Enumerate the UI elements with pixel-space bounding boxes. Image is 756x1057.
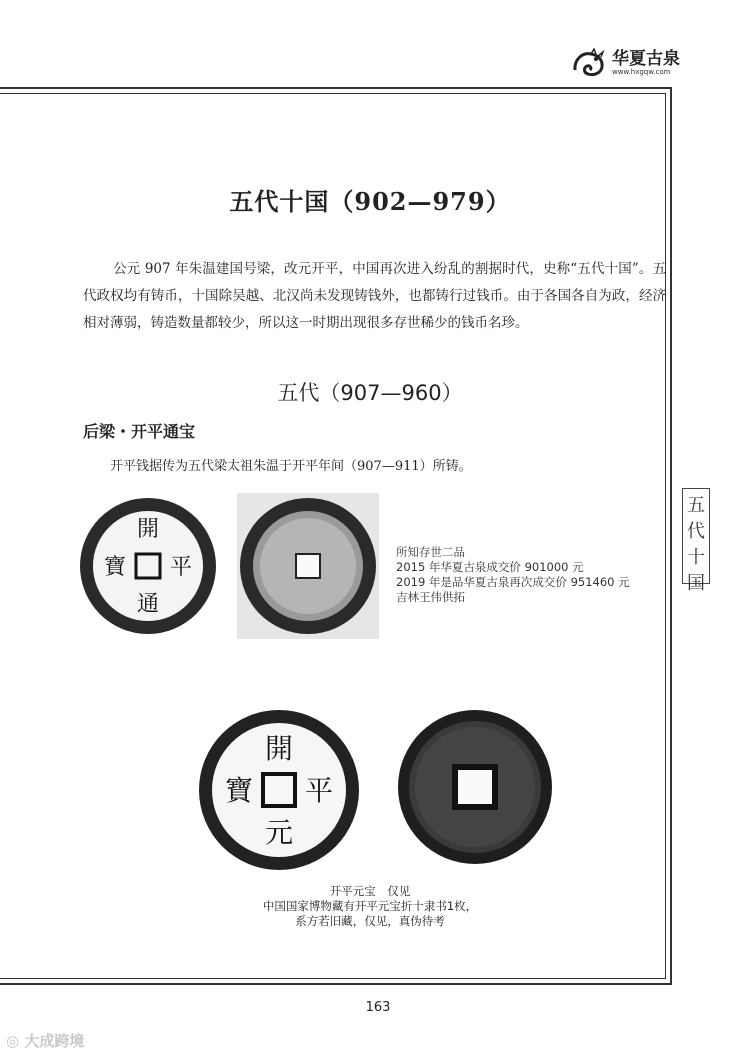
section-description: 开平钱据传为五代梁太祖朱温于开平年间（907—911）所铸。 [110, 459, 472, 474]
chapter-side-tab [682, 488, 710, 594]
page-number: 163 [365, 1000, 391, 1015]
coin1-char-right: 平 [169, 555, 193, 580]
coin2-char-right: 平 [304, 774, 334, 807]
coin2-char-bottom: 元 [264, 816, 294, 849]
watermark-text: 大成跨境 [24, 1032, 85, 1050]
logo-url: www.hxgqw.com [612, 67, 671, 76]
section-title: 五代（907—960） [277, 381, 463, 405]
coin1-caption [396, 545, 630, 605]
dragon-logo-icon [572, 48, 608, 78]
coin2-caption-line: 中国国家博物藏有开平元宝折十隶书1枚， [262, 899, 478, 913]
coin2-char-left: 寶 [224, 774, 254, 807]
page-title: 五代十国（902—979） [229, 187, 511, 216]
logo-text: 华夏古泉 [612, 48, 680, 69]
watermark-icon: ◎ [6, 1032, 20, 1050]
coin2-caption-line: 系方若旧藏，仅见，真伪待考 [295, 914, 445, 928]
watermark [6, 1030, 84, 1051]
section-subtitle: 后梁・开平通宝 [83, 422, 196, 441]
side-tab-char: 十 [687, 547, 705, 568]
coin1-char-bottom: 通 [136, 592, 160, 617]
coin1-char-top: 開 [136, 517, 160, 542]
intro-paragraph-text: 公元 907 年朱温建国号梁，改元开平，中国再次进入纷乱的割据时代，史称“五代十国”。五代政权均有铸币，十国除吴越、北汉尚未发现铸钱外，也都铸行过钱币。由于各国各自为政，经济相对薄弱，铸造数量都较少，所以这一时期出现很多存世稀少的钱币名珍。 [83, 261, 666, 331]
coin1-caption-line: 2019 年是品华夏古泉再次成交价 951460 元 [396, 575, 630, 589]
side-tab-char: 五 [687, 495, 705, 516]
coin2-reverse-image [396, 708, 554, 866]
side-tab-char: 国 [687, 573, 705, 594]
publisher-logo [572, 48, 680, 78]
coin1-caption-line: 2015 年华夏古泉成交价 901000 元 [396, 560, 584, 574]
coin1-caption-line: 所知存世二品 [396, 545, 465, 559]
coin2-obverse-image [197, 708, 361, 872]
intro-paragraph [83, 256, 666, 337]
coin1-obverse-image [78, 496, 218, 636]
coin1-char-left: 寶 [103, 555, 127, 580]
side-tab-char: 代 [687, 521, 705, 542]
coin1-reverse-image [237, 493, 379, 639]
coin2-caption [0, 884, 740, 929]
coin2-caption-line: 开平元宝 仅见 [329, 884, 411, 898]
coin2-char-top: 開 [264, 732, 294, 765]
coin1-caption-line: 吉林王伟供拓 [396, 590, 465, 604]
